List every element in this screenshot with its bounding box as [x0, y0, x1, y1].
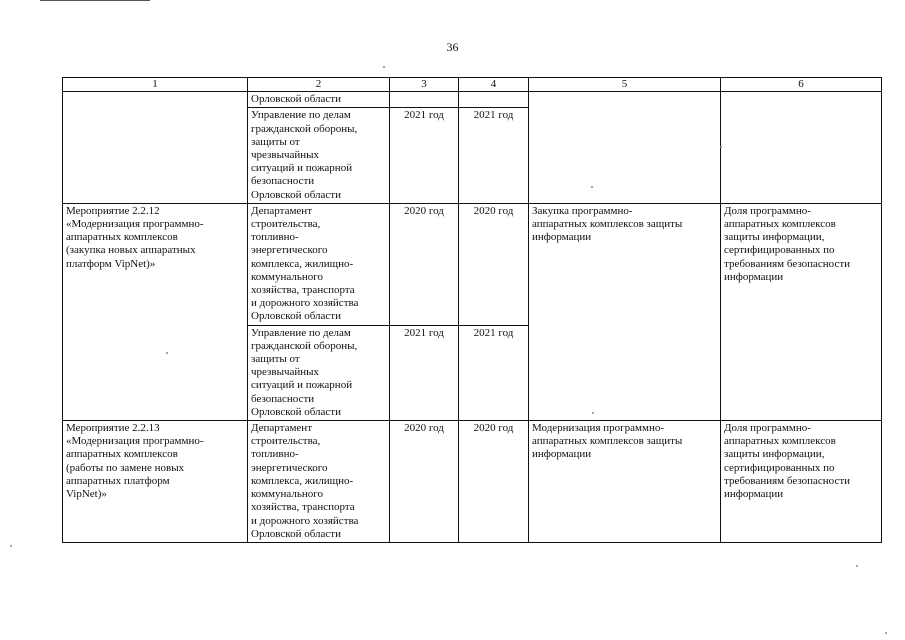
year-end-cell: 2021 год	[459, 108, 529, 203]
scan-speck	[720, 146, 722, 148]
measures-table	[62, 77, 882, 543]
year-end-cell: 2020 год	[459, 421, 529, 543]
indicator-cell-empty	[721, 92, 882, 204]
table-row	[63, 203, 882, 325]
indicator-cell: Доля программно- аппаратных комплексов защиты информации, сертифицированных по требованиям безопасности информации	[721, 421, 882, 543]
scan-speck	[885, 632, 887, 634]
scan-speck	[10, 545, 12, 547]
col-header-6: 6	[721, 78, 882, 92]
year-start-cell: 2020 год	[390, 203, 459, 325]
measure-cell: Мероприятие 2.2.13 «Модернизация программно- аппаратных комплексов (работы по замене новых аппаратных платформ VipNet)»	[63, 421, 248, 543]
col-header-1: 1	[63, 78, 248, 92]
scan-speck	[383, 66, 385, 68]
org-cell: Управление по делам гражданской обороны, защиты от чрезвычайных ситуаций и пожарной безопасности Орловской области	[248, 325, 390, 420]
scan-speck	[591, 186, 593, 188]
result-cell-empty	[529, 92, 721, 204]
scan-speck	[856, 565, 858, 567]
result-cell: Закупка программно- аппаратных комплексов защиты информации	[529, 203, 721, 420]
result-cell: Модернизация программно- аппаратных комплексов защиты информации	[529, 421, 721, 543]
col-header-4: 4	[459, 78, 529, 92]
org-cell: Департамент строительства, топливно- энергетического комплекса, жилищно- коммунального хозяйства, транспорта и дорожного хозяйства Орловской области	[248, 203, 390, 325]
year-start-cell-empty	[390, 92, 459, 108]
indicator-cell: Доля программно- аппаратных комплексов защиты информации, сертифицированных по требованиям безопасности информации	[721, 203, 882, 420]
page-number: 36	[446, 40, 459, 54]
header-row	[63, 78, 882, 92]
scan-speck	[592, 412, 594, 414]
year-end-cell: 2020 год	[459, 203, 529, 325]
col-header-2: 2	[248, 78, 390, 92]
year-end-cell: 2021 год	[459, 325, 529, 420]
measure-cell-empty	[63, 92, 248, 204]
col-header-3: 3	[390, 78, 459, 92]
org-cell: Орловской области	[248, 92, 390, 108]
year-start-cell: 2021 год	[390, 108, 459, 203]
year-start-cell: 2021 год	[390, 325, 459, 420]
top-edge-rule	[40, 0, 150, 1]
year-end-cell-empty	[459, 92, 529, 108]
org-cell: Департамент строительства, топливно- энергетического комплекса, жилищно- коммунального хозяйства, транспорта и дорожного хозяйства Орловской области	[248, 421, 390, 543]
table-row	[63, 92, 882, 108]
table-row	[63, 421, 882, 543]
measure-cell: Мероприятие 2.2.12 «Модернизация программно- аппаратных комплексов (закупка новых аппаратных платформ VipNet)»	[63, 203, 248, 420]
year-start-cell: 2020 год	[390, 421, 459, 543]
org-cell: Управление по делам гражданской обороны, защиты от чрезвычайных ситуаций и пожарной безопасности Орловской области	[248, 108, 390, 203]
scan-speck	[166, 352, 168, 354]
col-header-5: 5	[529, 78, 721, 92]
